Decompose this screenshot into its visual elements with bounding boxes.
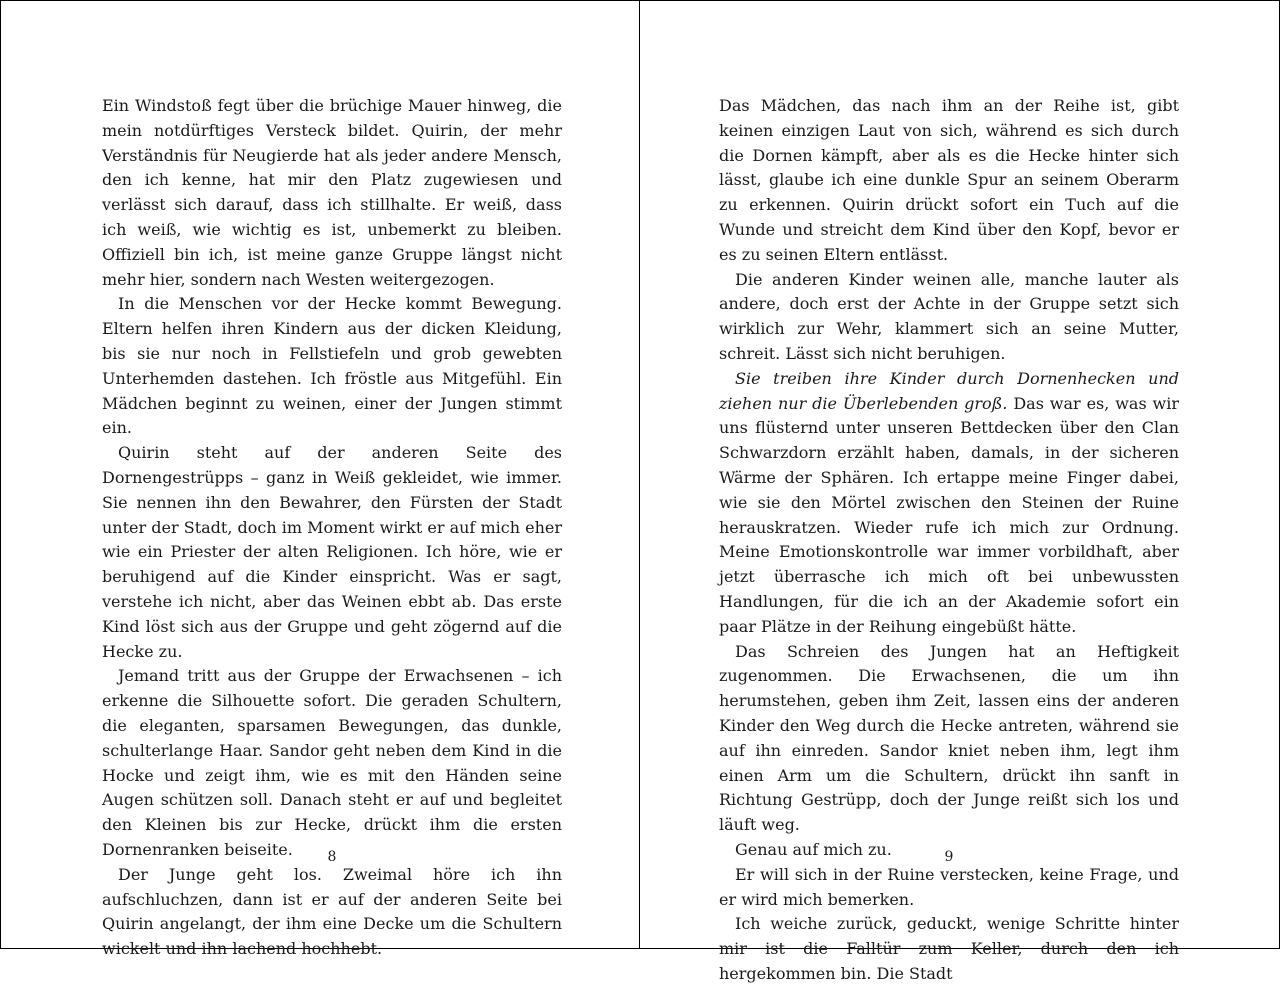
left-page bbox=[1, 1, 640, 959]
paragraph: Ein Windstoß fegt über die brüchige Mauer hinweg, die mein notdürftiges Versteck bildet. Quirin, der mehr Verständnis für Neugierde hat als jeder andere Mensch, den ich kenne, hat mir den Platz zugewiesen und verlässt sich darauf, dass ich stillhalte. Er weiß, dass ich weiß, wie wichtig es ist, unbemerkt zu bleiben. Offiziell bin ich, ist meine ganze Gruppe längst nicht mehr hier, sondern nach Westen weitergezogen. bbox=[102, 96, 562, 289]
paragraph: Das Schreien des Jungen hat an Heftigkeit zugenommen. Die Erwachsenen, die um ihn herumstehen, geben ihm Zeit, lassen eins der anderen Kinder den Weg durch die Hecke antreten, während sie auf ihn einreden. Sandor kniet neben ihm, legt ihm einen Arm um die Schultern, drückt ihn sanft in Richtung Gestrüpp, doch der Junge reißt sich los und läuft weg. bbox=[719, 641, 1179, 835]
page-number: 8 bbox=[327, 849, 337, 865]
paragraph: Er will sich in der Ruine verstecken, keine Frage, und er wird mich bemerken. bbox=[719, 864, 1179, 909]
paragraph: Der Junge geht los. Zweimal höre ich ihn aufschluchzen, dann ist er auf der anderen Seite bei Quirin angelangt, der ihm eine Decke um die Schultern wickelt und ihn lachend hochhebt. bbox=[102, 864, 562, 959]
paragraph: Jemand tritt aus der Gruppe der Erwachsenen – ich erkenne die Silhouette sofort. Die geraden Schultern, die eleganten, sparsamen Bewegungen, das dunkle, schulterlange Haar. Sandor geht neben dem Kind in die Hocke und zeigt ihm, wie es mit den Händen seine Augen schützen soll. Danach steht er auf und begleitet den Kleinen bis zur Hecke, drückt ihm die ersten Dornenranken beiseite. bbox=[102, 666, 562, 859]
paragraph: Genau auf mich zu. bbox=[735, 839, 892, 859]
paragraph: Quirin steht auf der anderen Seite des Dornengestrüpps – ganz in Weiß gekleidet, wie immer. Sie nennen ihn den Bewahrer, den Fürsten der Stadt unter der Stadt, doch im Moment wirkt er auf mich eher wie ein Priester der alten Religionen. Ich höre, wie er beruhigend auf die Kinder einspricht. Was er sagt, verstehe ich nicht, aber das Weinen ebbt ab. Das erste Kind löst sich aus der Gruppe und geht zögernd auf die Hecke zu. bbox=[102, 443, 562, 661]
paragraph: Ich weiche zurück, geduckt, wenige Schritte hinter mir ist die Falltür zum Keller, durch den ich hergekommen bin. Die Stadt bbox=[719, 914, 1179, 983]
italic-quote: Sie treiben ihre Kinder durch Dornenhecken und ziehen nur die Überlebenden groß. bbox=[719, 368, 1179, 413]
paragraph-continuation: Das war es, was wir uns flüsternd unter unseren Bettdecken über den Clan Schwarzdorn erzählt haben, damals, in der sicheren Wärme der Sphären. Ich ertappe meine Finger dabei, wie sie den Mörtel zwischen den Steinen der Ruine herauskratzen. Wieder rufe ich mich zur Ordnung. Meine Emotionskontrolle war immer vorbildhaft, aber jetzt überrasche ich mich oft bei unbewussten Handlungen, für die ich an der Akademie sofort ein paar Plätze in der Reihung eingebüßt hätte. bbox=[719, 393, 1180, 636]
paragraph: Das Mädchen, das nach ihm an der Reihe ist, gibt keinen einzigen Laut von sich, während es sich durch die Dornen kämpft, aber als es die Hecke hinter sich lässt, glaube ich eine dunkle Spur an seinem Oberarm zu erkennen. Quirin drückt sofort ein Tuch auf die Wunde und streicht dem Kind über den Kopf, bevor er es zu seinen Eltern entlässt. bbox=[719, 96, 1179, 264]
left-page-text bbox=[102, 94, 562, 962]
page-number: 9 bbox=[944, 849, 954, 865]
right-page bbox=[640, 1, 1279, 983]
paragraph: Die anderen Kinder weinen alle, manche lauter als andere, doch erst der Achte in der Gruppe setzt sich wirklich zur Wehr, klammert sich an seine Mutter, schreit. Lässt sich nicht beruhigen. bbox=[719, 269, 1179, 363]
paragraph: In die Menschen vor der Hecke kommt Bewegung. Eltern helfen ihren Kindern aus der dicken Kleidung, bis sie nur noch in Fellstiefeln und grob gewebten Unterhemden dastehen. Ich fröstle aus Mitgefühl. Ein Mädchen beginnt zu weinen, einer der Jungen stimmt ein. bbox=[102, 294, 562, 438]
paragraph bbox=[719, 367, 1179, 640]
